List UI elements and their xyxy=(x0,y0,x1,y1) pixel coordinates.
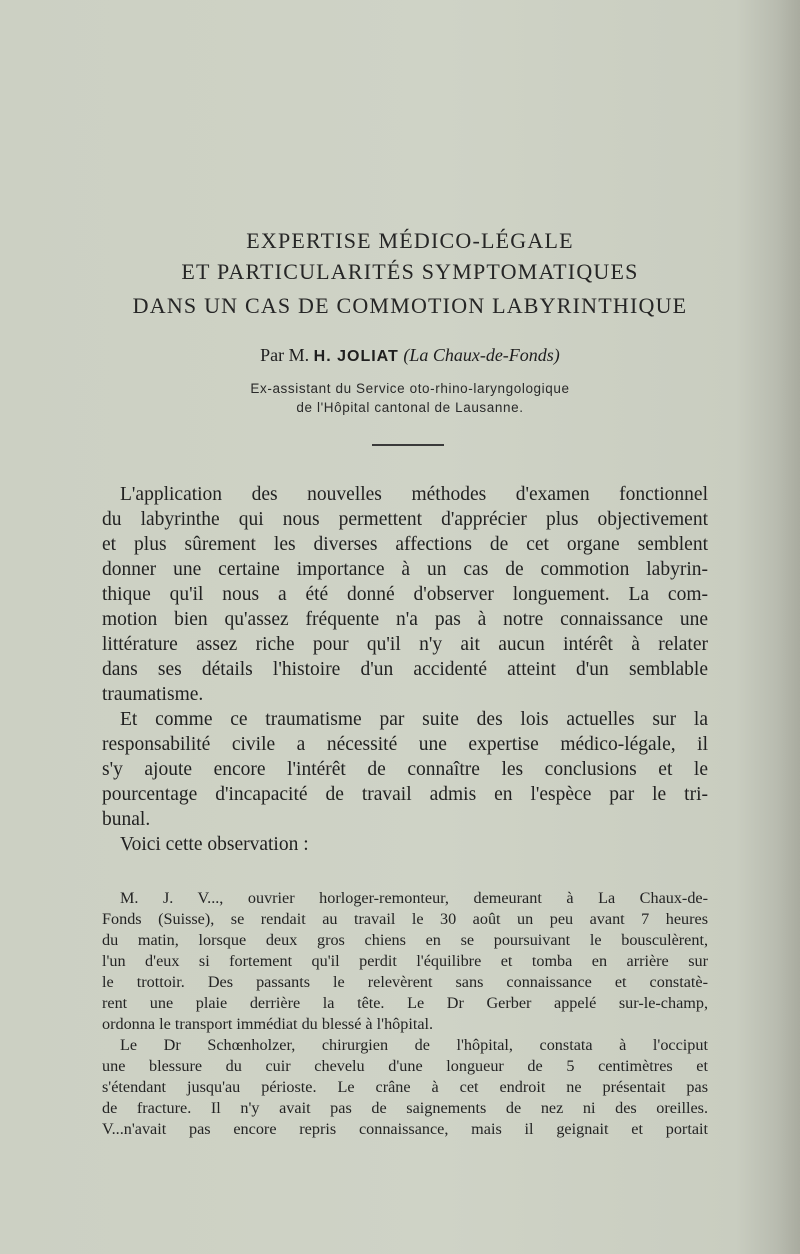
title-line-2: ET PARTICULARITÉS SYMPTOMATIQUES xyxy=(181,259,639,284)
title-line-1: EXPERTISE MÉDICO-LÉGALE xyxy=(246,228,574,253)
intro-line: donner une certaine importance à un cas de commotion labyrin- xyxy=(102,559,708,580)
observation-line: ordonna le transport immédiat du blessé à l'hôpital. xyxy=(102,1015,434,1033)
intro-line: traumatisme. xyxy=(102,684,204,705)
author-prefix: Par M. xyxy=(260,345,314,365)
observation-line: s'étendant jusqu'au périoste. Le crâne à cet endroit ne présentait pas xyxy=(102,1078,708,1096)
intro-line: L'application des nouvelles méthodes d'examen fonctionnel xyxy=(120,484,708,505)
intro-line: dans ses détails l'histoire d'un accidenté atteint d'un semblable xyxy=(102,659,708,680)
author-name: H. JOLIAT xyxy=(313,348,399,365)
affiliation-line-1: Ex-assistant du Service oto-rhino-laryngologique xyxy=(250,381,570,396)
affiliation-line-2: de l'Hôpital cantonal de Lausanne. xyxy=(296,400,524,415)
observation-line: de fracture. Il n'y avait pas de saignements de nez ni des oreilles. xyxy=(102,1099,708,1117)
intro-line: thique qu'il nous a été donné d'observer longuement. La com- xyxy=(102,584,708,605)
intro-line: littérature assez riche pour qu'il n'y ait aucun intérêt à relater xyxy=(102,634,708,655)
intro-line: responsabilité civile a nécessité une expertise médico-légale, il xyxy=(102,734,708,755)
title-line-3: DANS UN CAS DE COMMOTION LABYRINTHIQUE xyxy=(132,293,688,318)
intro-line: motion bien qu'assez fréquente n'a pas à notre connaissance une xyxy=(102,609,708,630)
intro-line: s'y ajoute encore l'intérêt de connaître les conclusions et le xyxy=(102,759,708,780)
separator-rule xyxy=(372,444,444,446)
author-place: (La Chaux-de-Fonds) xyxy=(403,345,560,365)
observation-line: le trottoir. Des passants le relevèrent sans connaissance et constatè- xyxy=(102,973,708,991)
intro-line: Voici cette observation : xyxy=(120,834,309,855)
observation-line: Le Dr Schœnholzer, chirurgien de l'hôpital, constata à l'occiput xyxy=(120,1036,708,1054)
observation-line: rent une plaie derrière la tête. Le Dr Gerber appelé sur-le-champ, xyxy=(102,994,708,1012)
observation-line: Fonds (Suisse), se rendait au travail le 30 août un peu avant 7 heures xyxy=(102,910,708,928)
intro-line: bunal. xyxy=(102,809,151,830)
intro-line: et plus sûrement les diverses affections de cet organe semblent xyxy=(102,534,708,555)
observation-line: V...n'avait pas encore repris connaissance, mais il geignait et portait xyxy=(102,1120,708,1138)
observation-line: du matin, lorsque deux gros chiens en se poursuivant le bousculèrent, xyxy=(102,931,708,949)
intro-line: pourcentage d'incapacité de travail admis en l'espèce par le tri- xyxy=(102,784,708,805)
observation-line: une blessure du cuir chevelu d'une longueur de 5 centimètres et xyxy=(102,1057,708,1075)
intro-line: Et comme ce traumatisme par suite des lois actuelles sur la xyxy=(120,709,708,730)
observation-line: l'un d'eux si fortement qu'il perdit l'équilibre et tomba en arrière sur xyxy=(102,952,708,970)
author-line xyxy=(0,345,800,366)
observation-line: M. J. V..., ouvrier horloger-remonteur, demeurant à La Chaux-de- xyxy=(120,889,708,907)
intro-line: du labyrinthe qui nous permettent d'apprécier plus objectivement xyxy=(102,509,708,530)
